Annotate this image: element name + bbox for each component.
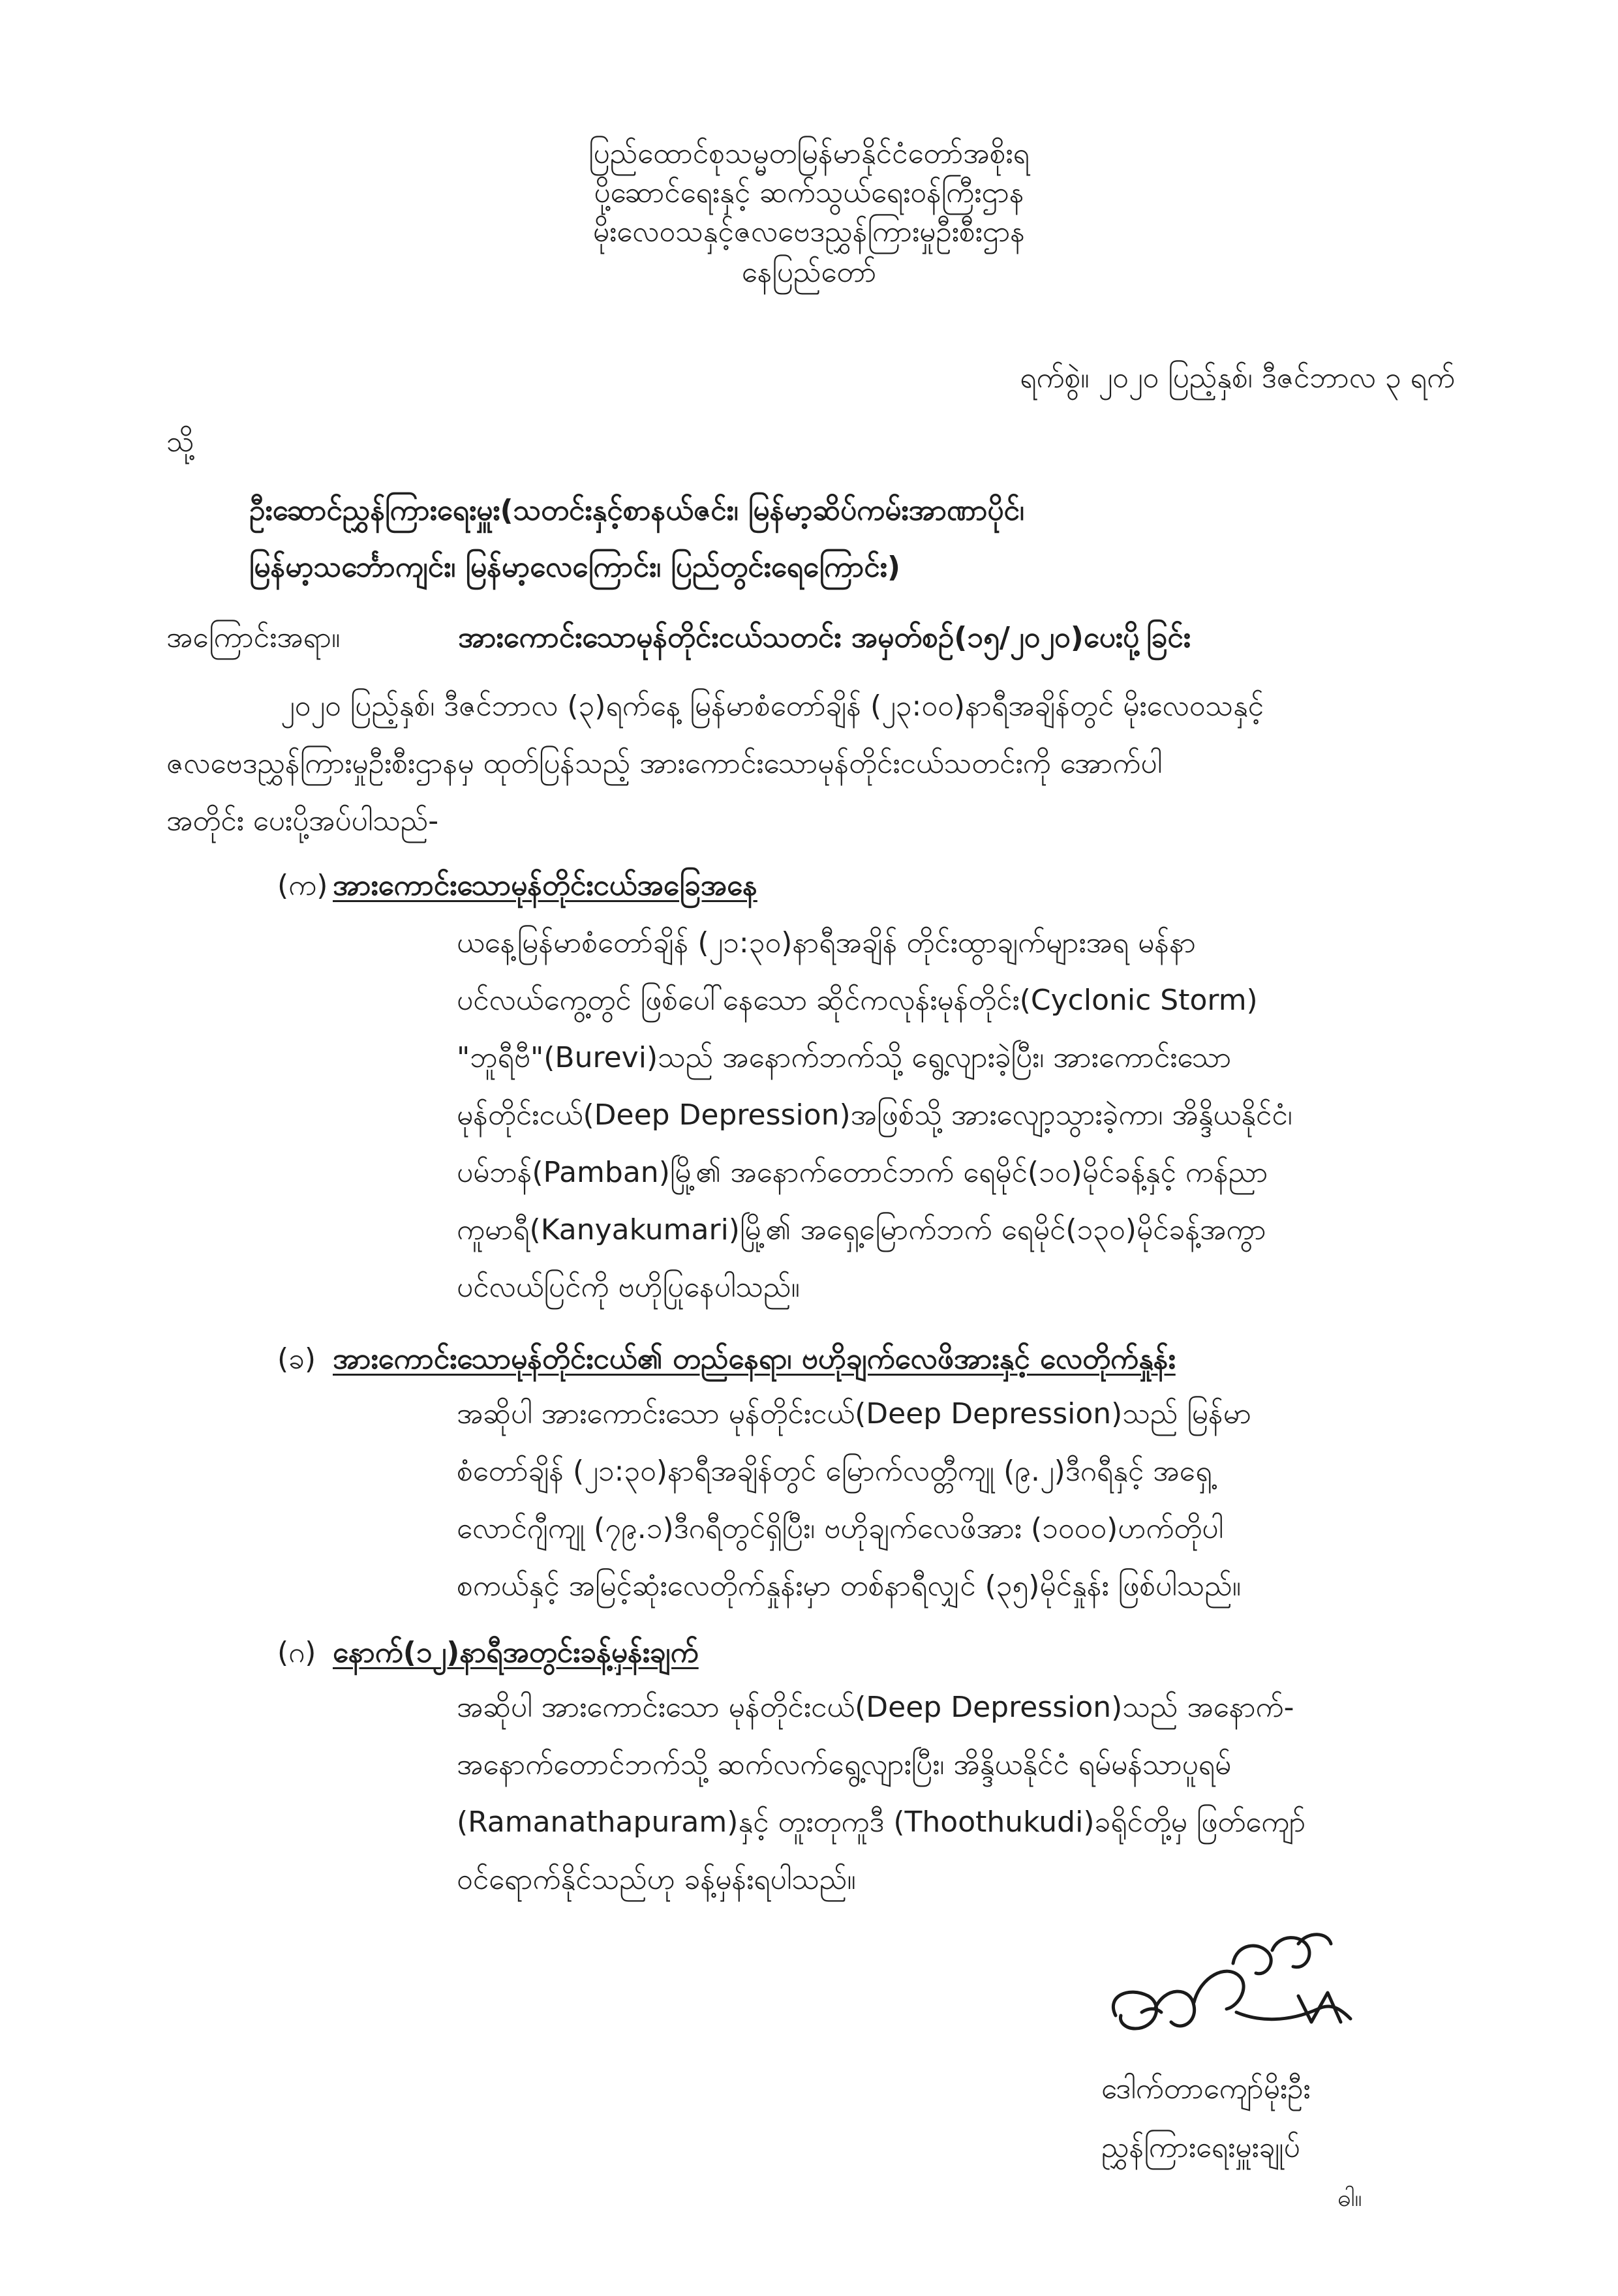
subject-text: အားကောင်းသောမုန်တိုင်းငယ်သတင်း အမှတ်စဉ်(၁၅/၂၀၂၀)ပေးပို့ခြင်း — [458, 621, 1191, 654]
section-a-heading: အားကောင်းသောမုန်တိုင်းငယ်အခြေအနေ — [333, 869, 757, 902]
recipient-line-2: မြန်မာ့သင်္ဘောကျင်း၊ မြန်မာ့လေကြောင်း၊ ပြည်တွင်းရေကြောင်း) — [249, 551, 900, 584]
section-c-line: အနောက်တောင်ဘက်သို့ ဆက်လက်ရွေ့လျားပြီး၊ အိန္ဒိယနိုင်ငံ ရမ်မန်သာပူရမ် — [457, 1748, 1232, 1781]
recipient-line-1: ဦးဆောင်ညွှန်ကြားရေးမှူး(သတင်းနှင့်စာနယ်ဇင်း၊ မြန်မာ့ဆိပ်ကမ်းအာဏာပိုင်၊ — [249, 494, 1024, 527]
signatory-initials: ဓါ။ — [1337, 2185, 1362, 2212]
section-a-line: "ဘူရီဗီ"(Burevi)သည် အနောက်ဘက်သို့ ရွေ့လျားခဲ့ပြီး၊ အားကောင်းသော — [457, 1041, 1232, 1074]
letterhead-line-1: ပြည်ထောင်စုသမ္မတမြန်မာနိုင်ငံတော်အစိုးရ — [588, 137, 1030, 170]
handwritten-signature — [1103, 1924, 1377, 2048]
intro-line-1: ၂၀၂၀ ပြည့်နှစ်၊ ဒီဇင်ဘာလ (၃)ရက်နေ့ မြန်မာစံတော်ချိန် (၂၃:၀၀)နာရီအချိန်တွင် မိုးလေဝသနှင့် — [281, 689, 1264, 723]
section-c-heading: နောက်(၁၂)နာရီအတွင်းခန့်မှန်းချက် — [333, 1636, 699, 1669]
section-b-line: စံတော်ချိန် (၂၁:၃၀)နာရီအချိန်တွင် မြောက်လတ္တီကျု (၉.၂)ဒီဂရီနှင့် အရှေ့ — [457, 1455, 1212, 1488]
section-c-marker: (ဂ) — [277, 1636, 316, 1669]
signatory-title: ညွှန်ကြားရေးမှူးချုပ် — [1101, 2131, 1300, 2164]
intro-line-2: ဇလဗေဒညွှန်ကြားမှုဦးစီးဌာနမှ ထုတ်ပြန်သည့် အားကောင်းသောမုန်တိုင်းငယ်သတင်းကို အောက်ပါ — [166, 747, 1163, 780]
section-c-line: အဆိုပါ အားကောင်းသော မုန်တိုင်းငယ်(Deep Depression)သည် အနောက်- — [457, 1691, 1294, 1724]
section-c-line: ဝင်ရောက်နိုင်သည်ဟု ခန့်မှန်းရပါသည်။ — [457, 1863, 856, 1896]
recipient-label: သို့ — [166, 425, 194, 459]
section-c-line: (Ramanathapuram)နှင့် တူးတုကူဒီ (Thoothukudi)ခရိုင်တို့မှ ဖြတ်ကျော် — [457, 1805, 1306, 1839]
letterhead-line-2: ပို့ဆောင်ရေးနှင့် ဆက်သွယ်ရေးဝန်ကြီးဌာန — [594, 176, 1024, 209]
intro-line-3: အတိုင်း ပေးပို့အပ်ပါသည်- — [166, 804, 439, 838]
section-b-marker: (ခ) — [277, 1342, 316, 1376]
letterhead-line-3: မိုးလေဝသနှင့်ဇလဗေဒညွှန်ကြားမှုဦးစီးဌာန — [592, 215, 1026, 249]
section-a-line: မုန်တိုင်းငယ်(Deep Depression)အဖြစ်သို့ အားလျော့သွားခဲ့ကာ၊ အိန္ဒိယနိုင်ငံ၊ — [457, 1098, 1292, 1132]
signatory-name: ဒေါက်တာကျော်မိုးဦး — [1101, 2072, 1311, 2106]
section-a-line: ပင်လယ်ပြင်ကို ဗဟိုပြုနေပါသည်။ — [457, 1271, 800, 1304]
section-a-marker: (က) — [277, 869, 328, 902]
section-b-heading: အားကောင်းသောမုန်တိုင်းငယ်၏ တည်နေရာ၊ ဗဟိုချက်လေဖိအားနှင့် လေတိုက်နှုန်း — [333, 1342, 1176, 1376]
section-b-line: လောင်ဂျီကျု (၇၉.၁)ဒီဂရီတွင်ရှိပြီး၊ ဗဟိုချက်လေဖိအား (၁၀၀၀)ဟက်တိုပါ — [457, 1512, 1223, 1545]
section-b-line: စကယ်နှင့် အမြင့်ဆုံးလေတိုက်နှုန်းမှာ တစ်နာရီလျှင် (၃၅)မိုင်နှုန်း ဖြစ်ပါသည်။ — [457, 1569, 1242, 1603]
letterhead-line-4: နေပြည်တော် — [741, 256, 877, 289]
section-a-line: ပမ်ဘန်(Pamban)မြို့၏ အနောက်တောင်ဘက် ရေမိုင်(၁၀)မိုင်ခန့်နှင့် ကန်ညာ — [457, 1156, 1268, 1189]
section-a-line: ကူမာရီ(Kanyakumari)မြို့၏ အရှေ့မြောက်ဘက် ရေမိုင်(၁၃၀)မိုင်ခန့်အကွာ — [457, 1213, 1266, 1246]
section-a-line: ပင်လယ်ကွေ့တွင် ဖြစ်ပေါ်နေသော ဆိုင်ကလုန်းမုန်တိုင်း(Cyclonic Storm) — [457, 984, 1258, 1017]
subject-label: အကြောင်းအရာ။ — [166, 621, 341, 654]
date-line: ရက်စွဲ။ ၂၀၂၀ ပြည့်နှစ်၊ ဒီဇင်ဘာလ ၃ ရက် — [1020, 361, 1455, 395]
section-b-line: အဆိုပါ အားကောင်းသော မုန်တိုင်းငယ်(Deep Depression)သည် မြန်မာ — [457, 1397, 1251, 1430]
section-a-line: ယနေ့မြန်မာစံတော်ချိန် (၂၁:၃၀)နာရီအချိန် တိုင်းထွာချက်များအရ မန်နာ — [457, 926, 1196, 959]
